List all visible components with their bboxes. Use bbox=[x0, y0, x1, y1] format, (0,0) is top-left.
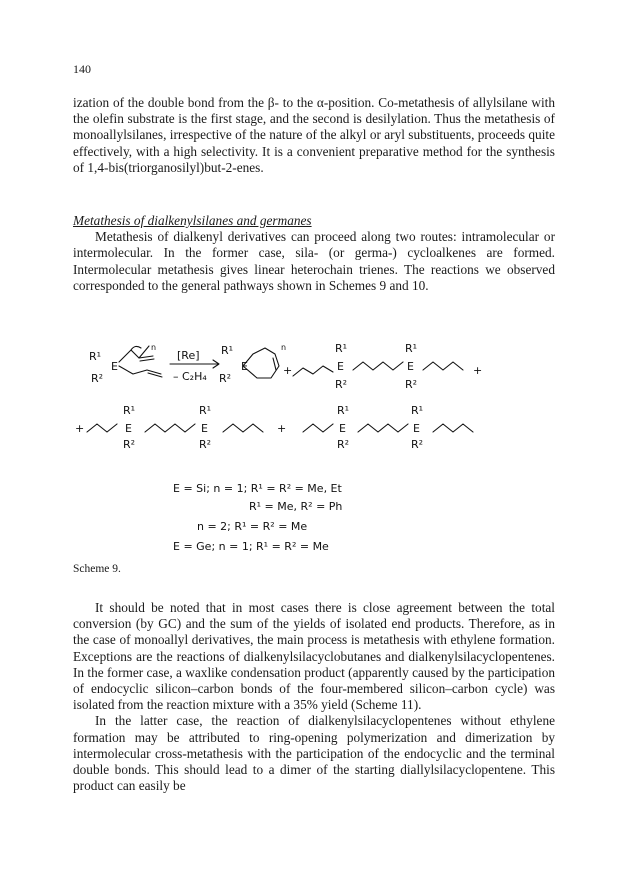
scheme-caption: Scheme 9. bbox=[73, 563, 121, 575]
section-heading bbox=[73, 213, 555, 229]
reactant-lower-chain bbox=[119, 366, 147, 374]
triene-2-r2-a: R² bbox=[123, 438, 136, 451]
reactant-e: E bbox=[111, 360, 118, 373]
cyclic-r2: R² bbox=[219, 372, 232, 385]
triene-1-r2-b: R² bbox=[405, 378, 418, 391]
triene-2-r1-a: R¹ bbox=[123, 404, 136, 417]
triene-2-e-b: E bbox=[201, 422, 208, 435]
cyclic-r1: R¹ bbox=[221, 344, 234, 357]
reactant-lower-double bbox=[147, 370, 162, 377]
triene-3-chain bbox=[303, 424, 473, 432]
reactant-r1: R¹ bbox=[89, 350, 102, 363]
reactant-bracket bbox=[131, 346, 141, 350]
plus-sign-4: + bbox=[277, 422, 287, 435]
reactant-upper-double bbox=[139, 356, 154, 361]
triene-2-e-a: E bbox=[125, 422, 132, 435]
triene-1-right bbox=[423, 362, 463, 370]
triene-1-e-a: E bbox=[337, 360, 344, 373]
intro-paragraph: ization of the double bond from the β- to the α-position. Co-metathesis of allylsilane with the olefin substrate is the first stage, and the second is desilylation. Thus the metathesis of monoallylsilanes, irrespective of the nature of the alkyl or aryl substituents, proceeds quite effectively, with a high selectivity. It is a convenient preparative method for the synthesis of 1,4-bis(triorganosilyl)but-2-enes. bbox=[73, 95, 555, 175]
triene-2-chain bbox=[87, 424, 263, 432]
byproduct-label: – C₂H₄ bbox=[173, 370, 207, 383]
triene-1-mid bbox=[353, 362, 403, 370]
triene-1-e-b: E bbox=[407, 360, 414, 373]
condition-line-1: E = Si; n = 1; R¹ = R² = Me, Et bbox=[173, 482, 342, 495]
cyclic-n: n bbox=[281, 343, 287, 352]
section-block bbox=[73, 213, 555, 294]
plus-sign-1: + bbox=[283, 364, 293, 377]
triene-2-r1-b: R¹ bbox=[199, 404, 212, 417]
triene-3-r2-b: R² bbox=[411, 438, 424, 451]
plus-sign-3: + bbox=[75, 422, 85, 435]
discussion-paragraph-1: It should be noted that in most cases there is close agreement between the total conversion (by GC) and the sum of the yields of isolated end products. Therefore, as in the case of monoallyl derivatives, the main process is metathesis with ethylene formation. Exceptions are the reactions of dialkenylsilacyclobutanes and dialkenylsilacyclopentenes. In the former case, a waxlike condensation product (apparently caused by the participation of endocyclic silicon–carbon bonds of the four-membered silicon–carbon cycle) was isolated from the reaction mixture with a 35% yield (Scheme 11). bbox=[73, 600, 555, 713]
intro-block bbox=[73, 95, 555, 176]
triene-1-left bbox=[293, 366, 333, 376]
page-number: 140 bbox=[73, 62, 91, 76]
triene-3-r1-b: R¹ bbox=[411, 404, 424, 417]
triene-2-r2-b: R² bbox=[199, 438, 212, 451]
condition-line-2: R¹ = Me, R² = Ph bbox=[249, 500, 343, 513]
triene-3-r1-a: R¹ bbox=[337, 404, 350, 417]
product-ring bbox=[243, 348, 279, 378]
condition-line-4: E = Ge; n = 1; R¹ = R² = Me bbox=[173, 540, 329, 553]
triene-3-e-a: E bbox=[339, 422, 346, 435]
discussion-block bbox=[73, 600, 555, 794]
condition-line-3: n = 2; R¹ = R² = Me bbox=[197, 520, 308, 533]
section-heading-text: Metathesis of dialkenylsilanes and germanes bbox=[73, 213, 312, 228]
product-ring-double bbox=[273, 358, 276, 370]
plus-sign-2: + bbox=[473, 364, 483, 377]
triene-1-r1-b: R¹ bbox=[405, 342, 418, 355]
reactant-upper-chain bbox=[119, 346, 149, 362]
triene-3-e-b: E bbox=[413, 422, 420, 435]
catalyst-label: [Re] bbox=[177, 349, 200, 362]
reactant-n: n bbox=[151, 343, 157, 352]
cyclic-e: E bbox=[241, 360, 248, 373]
triene-3-r2-a: R² bbox=[337, 438, 350, 451]
discussion-paragraph-2: In the latter case, the reaction of dialkenylsilacyclopentenes without ethylene formation may be attributed to ring-opening polymerization and dimerization by intermolecular cross-metathesis with the participation of the endocyclic and the terminal double bonds. This should lead to a dimer of the starting diallylsilacyclopentene. This product can easily be bbox=[73, 713, 555, 794]
reactant-r2: R² bbox=[91, 372, 104, 385]
triene-1-r2-a: R² bbox=[335, 378, 348, 391]
section-paragraph: Metathesis of dialkenyl derivatives can proceed along two routes: intramolecular or intermolecular. In the former case, sila- (or germa-) cycloalkenes are formed. Intermolecular metathesis gives linear heterochain trienes. The reactions we observed corresponded to the general pathways shown in Schemes 9 and 10. bbox=[73, 229, 555, 293]
triene-1-r1-a: R¹ bbox=[335, 342, 348, 355]
scheme-9-figure bbox=[73, 330, 555, 562]
